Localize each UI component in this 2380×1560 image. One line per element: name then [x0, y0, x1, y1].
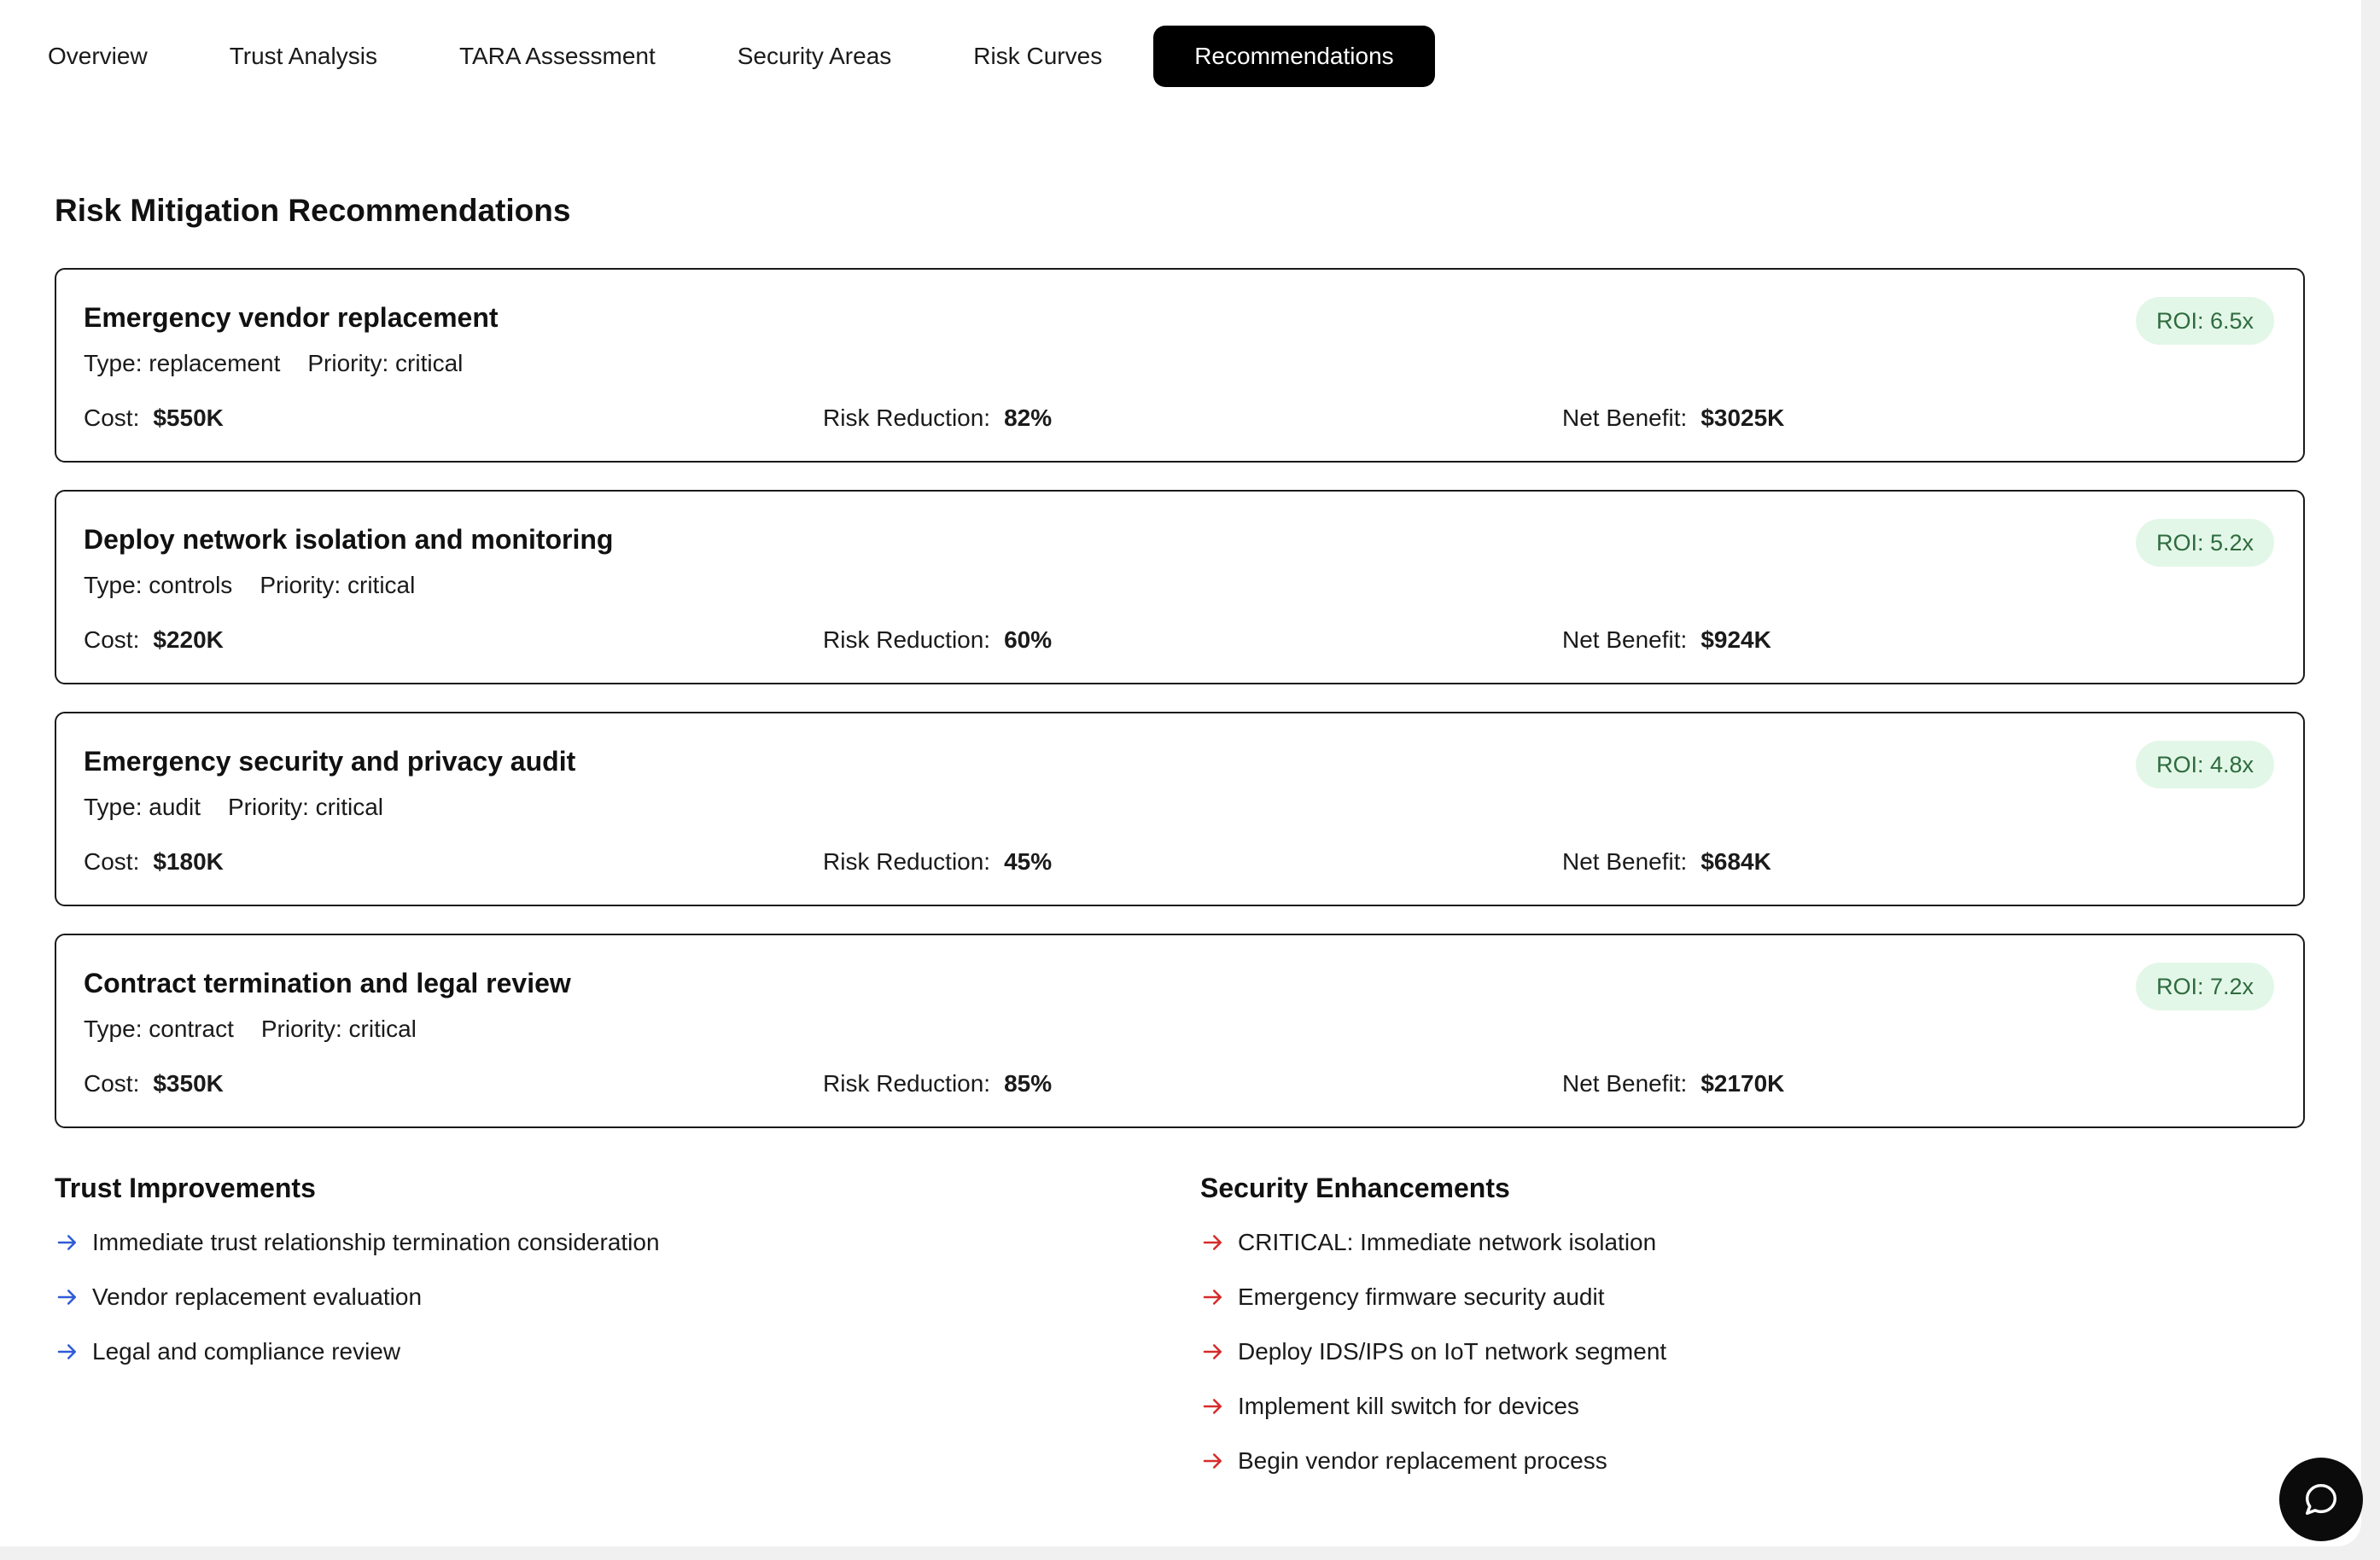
cost-stat	[84, 1070, 224, 1097]
security-enhancement-text: Begin vendor replacement process	[1238, 1447, 1607, 1474]
arrow-right-icon	[1200, 1284, 1226, 1310]
list-item	[1200, 1270, 2310, 1324]
cost-stat	[84, 626, 224, 654]
recommendation-meta	[84, 572, 415, 599]
trust-improvement-text: Immediate trust relationship termination consideration	[92, 1229, 660, 1255]
net-benefit-value: $924K	[1700, 626, 1771, 653]
arrow-right-icon	[1200, 1230, 1226, 1255]
security-enhancements-section	[1200, 1173, 2310, 1488]
chat-button[interactable]	[2279, 1458, 2363, 1541]
cost-label: Cost:	[84, 405, 140, 431]
recommendation-card	[55, 490, 2305, 684]
recommendation-type: Type: contract	[84, 1016, 234, 1042]
list-item	[55, 1324, 1164, 1379]
net-benefit-label: Net Benefit:	[1562, 1070, 1688, 1097]
risk-reduction-label: Risk Reduction:	[823, 848, 991, 875]
cost-value: $350K	[153, 1070, 224, 1097]
net-benefit-value: $2170K	[1700, 1070, 1785, 1097]
arrow-right-icon	[1200, 1448, 1226, 1474]
tab-risk-curves[interactable]: Risk Curves	[973, 43, 1103, 69]
recommendation-priority: Priority: critical	[260, 1016, 417, 1042]
net-benefit-label: Net Benefit:	[1562, 405, 1688, 431]
recommendation-list	[55, 268, 2305, 1155]
cost-stat	[84, 848, 224, 876]
list-item	[1200, 1215, 2310, 1270]
recommendation-title: Deploy network isolation and monitoring	[84, 524, 614, 555]
recommendation-card	[55, 934, 2305, 1128]
recommendation-meta	[84, 1016, 417, 1043]
risk-reduction-label: Risk Reduction:	[823, 626, 991, 653]
list-item	[55, 1270, 1164, 1324]
recommendation-title: Emergency vendor replacement	[84, 302, 499, 333]
recommendation-title: Emergency security and privacy audit	[84, 746, 576, 777]
tab-trust-analysis[interactable]: Trust Analysis	[229, 43, 377, 69]
security-enhancements-title: Security Enhancements	[1200, 1173, 1510, 1203]
recommendation-priority: Priority: critical	[260, 572, 416, 598]
security-enhancement-text: Deploy IDS/IPS on IoT network segment	[1238, 1338, 1667, 1365]
cost-value: $550K	[153, 405, 224, 431]
net-benefit-stat	[1562, 1070, 1784, 1097]
tab-tara-assessment[interactable]: TARA Assessment	[458, 43, 656, 69]
roi-badge: ROI: 5.2x	[2136, 519, 2274, 567]
recommendation-type: Type: controls	[84, 572, 233, 598]
list-item	[1200, 1324, 2310, 1379]
recommendation-type: Type: audit	[84, 794, 201, 820]
trust-improvement-text: Legal and compliance review	[92, 1338, 401, 1365]
roi-badge: ROI: 4.8x	[2136, 741, 2274, 789]
trust-improvements-title: Trust Improvements	[55, 1173, 316, 1203]
net-benefit-value: $684K	[1700, 848, 1771, 875]
list-item	[55, 1215, 1164, 1270]
arrow-right-icon	[55, 1284, 80, 1310]
risk-reduction-stat	[823, 848, 1052, 876]
net-benefit-stat	[1562, 626, 1771, 654]
risk-reduction-value: 85%	[1004, 1070, 1053, 1097]
tab-recommendations[interactable]: Recommendations	[1153, 26, 1434, 87]
cost-label: Cost:	[84, 1070, 140, 1097]
cost-value: $220K	[153, 626, 224, 653]
roi-badge: ROI: 6.5x	[2136, 297, 2274, 345]
list-item	[1200, 1379, 2310, 1434]
recommendation-meta	[84, 350, 463, 377]
recommendation-meta	[84, 794, 383, 821]
cost-stat	[84, 405, 224, 432]
arrow-right-icon	[1200, 1339, 1226, 1365]
net-benefit-value: $3025K	[1700, 405, 1785, 431]
risk-reduction-label: Risk Reduction:	[823, 405, 991, 431]
risk-reduction-value: 82%	[1004, 405, 1053, 431]
page-title: Risk Mitigation Recommendations	[55, 193, 571, 228]
recommendation-card	[55, 712, 2305, 906]
security-enhancement-text: CRITICAL: Immediate network isolation	[1238, 1229, 1657, 1255]
trust-improvements-section	[55, 1173, 1164, 1379]
arrow-right-icon	[55, 1230, 80, 1255]
tab-overview[interactable]: Overview	[48, 43, 148, 69]
security-enhancement-text: Implement kill switch for devices	[1238, 1393, 1579, 1419]
risk-reduction-stat	[823, 626, 1052, 654]
security-enhancement-text: Emergency firmware security audit	[1238, 1284, 1605, 1310]
recommendation-title: Contract termination and legal review	[84, 968, 571, 998]
recommendation-card	[55, 268, 2305, 463]
risk-reduction-stat	[823, 1070, 1052, 1097]
net-benefit-label: Net Benefit:	[1562, 626, 1688, 653]
recommendation-priority: Priority: critical	[227, 794, 383, 820]
roi-badge: ROI: 7.2x	[2136, 963, 2274, 1010]
arrow-right-icon	[1200, 1394, 1226, 1419]
cost-label: Cost:	[84, 626, 140, 653]
net-benefit-stat	[1562, 405, 1784, 432]
recommendation-type: Type: replacement	[84, 350, 281, 376]
recommendation-priority: Priority: critical	[307, 350, 464, 376]
risk-reduction-value: 45%	[1004, 848, 1053, 875]
cost-value: $180K	[153, 848, 224, 875]
tab-bar	[17, 26, 1455, 87]
tab-security-areas[interactable]: Security Areas	[737, 43, 892, 69]
list-item	[1200, 1434, 2310, 1488]
risk-reduction-value: 60%	[1004, 626, 1053, 653]
net-benefit-stat	[1562, 848, 1771, 876]
arrow-right-icon	[55, 1339, 80, 1365]
risk-reduction-label: Risk Reduction:	[823, 1070, 991, 1097]
risk-reduction-stat	[823, 405, 1052, 432]
cost-label: Cost:	[84, 848, 140, 875]
chat-bubble-icon	[2301, 1480, 2341, 1519]
net-benefit-label: Net Benefit:	[1562, 848, 1688, 875]
trust-improvement-text: Vendor replacement evaluation	[92, 1284, 423, 1310]
